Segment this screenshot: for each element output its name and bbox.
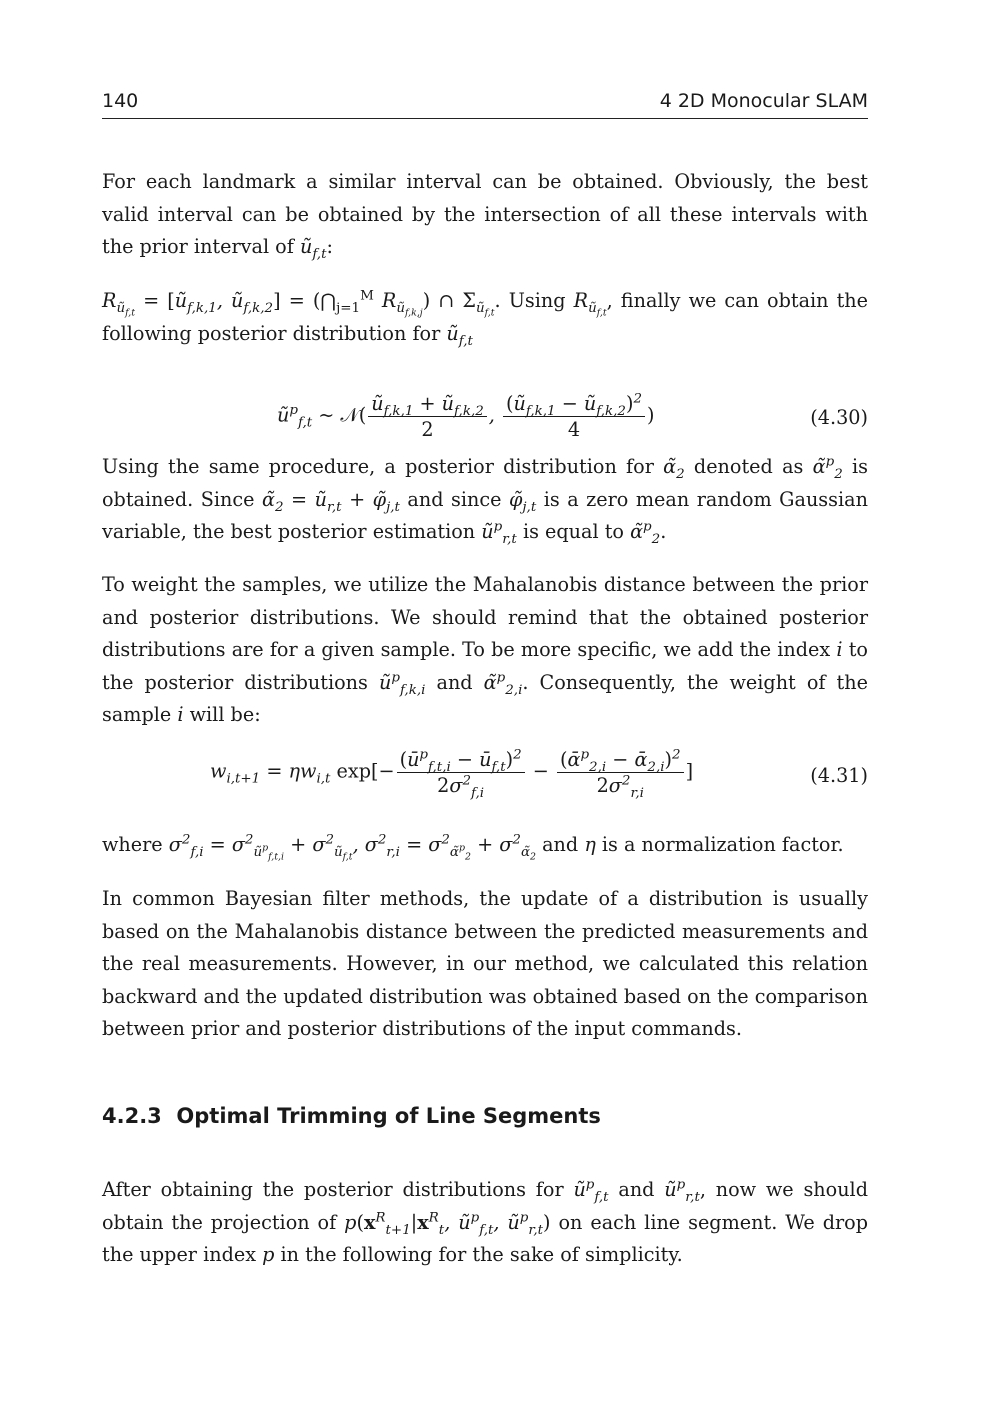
math-projection-density: $p(x^R_{t+1}|x^R_t$, $ũ^p_{f,t}$, $ũ^p_{r,t}$) bbox=[344, 1210, 551, 1238]
para3-t2: denoted as bbox=[693, 455, 804, 478]
math-u-ft-p: $ũ^p_{f,t}$ bbox=[573, 1177, 609, 1205]
para2-finally: , finally we can obtain the following posterior distribution for bbox=[102, 289, 868, 345]
section-number: 4.2.3 bbox=[102, 1104, 162, 1128]
math-eta: η bbox=[584, 833, 596, 856]
para4-t4: . Consequently, the weight of the sample bbox=[102, 670, 868, 727]
math-alpha2-p: α̃$^p_2$ bbox=[812, 454, 843, 482]
page-number: 140 bbox=[102, 90, 139, 112]
para7-t1: After obtaining the posterior distributions for bbox=[102, 1178, 564, 1201]
paragraph-where bbox=[102, 829, 868, 862]
math-phi-jt: $\varphĩ_{j,t}$ bbox=[508, 487, 537, 515]
equation-4-31-body: $w_{i,t+1} = \eta w_{i,t}$ exp[− $\frac{(ū^p_{f,t,i} - ū_{f,t})^2}{2\sigma^2_{f,i}}$ − $\frac{(ᾱ^p_{2,i} - ᾱ_{2,i})^2}{2\sigma^2_{r,i}}$ ] bbox=[210, 747, 694, 801]
para5-t2: and bbox=[542, 833, 579, 856]
math-u-rt-p: $ũ^p_{r,t}$ bbox=[481, 519, 517, 548]
math-alpha-2i-p: α̃$^p_{2,i}$ bbox=[483, 670, 523, 698]
para3-t1: Using the same procedure, a posterior distribution for bbox=[102, 455, 654, 478]
math-alpha2: $\alphã_2$ bbox=[663, 455, 685, 482]
paragraph-projection bbox=[102, 1174, 868, 1272]
para3-t3: is obtained. Since bbox=[102, 455, 868, 511]
equation-4-30 bbox=[102, 392, 868, 448]
para4-t3: and bbox=[436, 670, 473, 694]
para7-t5: in the following for the sake of simplicity. bbox=[280, 1243, 683, 1267]
math-i-2: i bbox=[177, 703, 184, 727]
math-alpha2-p-2: α̃$^p_2$ bbox=[630, 519, 661, 548]
para7-t4: on each line segment. We drop the upper index bbox=[102, 1210, 868, 1267]
math-u-fki-p: $ũ^p_{f,k,i}$ bbox=[378, 670, 426, 698]
running-chapter-title: 4 2D Monocular SLAM bbox=[659, 90, 868, 112]
paragraph-weighting bbox=[102, 569, 868, 732]
para7-t3: , now we should obtain the projection of bbox=[102, 1178, 868, 1234]
paragraph-posterior-alpha: Using the same procedure, a posterior distribution for $\alphã_2$ denoted as α̃$^p_2$ is obtained. Since $\alphã_2$ = $ũ_{r,t}$ + $\varphĩ_{j,t}$ and since $\varphĩ_{j,t}$ is a zero mean random Gaussian variable, the best posterior estimation $ũ^p_{r,t}$ is equal to α̃$^p_2$. bbox=[102, 454, 868, 548]
equation-4-31 bbox=[102, 748, 868, 808]
math-u-rt-p-2: $ũ^p_{r,t}$ bbox=[664, 1177, 700, 1205]
para5-t3: is a normalization factor. bbox=[601, 833, 844, 856]
math-p: p bbox=[262, 1243, 275, 1267]
paragraph-landmark-interval: For each landmark a similar interval can be obtained. Obviously, the best valid interval can be obtained by the intersection of all these intervals with the prior interval of $ũ_{f,t}$: bbox=[102, 170, 868, 263]
para4-t2: to the posterior distributions bbox=[102, 638, 868, 694]
math-r-uft: $R_{ũ_{f,t}}$ bbox=[573, 289, 607, 319]
paragraph-bayesian: In common Bayesian filter methods, the update of a distribution is usually based on the Mahalanobis distance between the predicted measurements and the real measurements. However, in our method, we calculated this relation backward and the updated distribution was obtained based on the comparison between prior and posterior distributions of the input commands. bbox=[102, 887, 868, 1041]
para3-t4: and since bbox=[407, 487, 502, 511]
section-title: Optimal Trimming of Line Segments bbox=[176, 1104, 601, 1128]
paragraph-interval-definition bbox=[102, 285, 868, 350]
equation-number-4-30: (4.30) bbox=[810, 406, 868, 429]
math-u-ft: $ũ_{f,t}$ bbox=[299, 235, 327, 263]
math-i: i bbox=[836, 638, 843, 662]
math-u-ft-2: $ũ_{f,t}$ bbox=[446, 321, 473, 349]
para3-t5: is a zero mean random Gaussian variable, the best posterior estimation bbox=[102, 487, 868, 544]
math-sigma-definitions: $\sigma^2_{f,i} = \sigma^2_{ũ^p_{f,t,i}} + \sigma^2_{ũ_{f,t}}$, $\sigma^2_{r,i} = \sigma^2_{\alphã^p_2} + \sigma^2_{\alphã_2}$ bbox=[168, 832, 536, 863]
section-heading bbox=[102, 1104, 601, 1128]
math-alpha-relation: $\alphã_2$ = $ũ_{r,t}$ + $\varphĩ_{j,t}$ bbox=[261, 487, 400, 515]
para7-t2: and bbox=[618, 1178, 655, 1201]
page-header bbox=[102, 88, 868, 119]
para3-t6: is equal to bbox=[522, 520, 624, 544]
para4-t5: will be: bbox=[189, 703, 261, 727]
para5-t1: where bbox=[102, 833, 163, 856]
math-interval-formula: $R_{ũ_{f,t}}$ = [$ũ_{f,k,1}$, $ũ_{f,k,2}$] = ($⋂_{j=1}^M$ $R_{ũ_{f,k,j}}$) ∩ $\Sigma_{ũ_{f,t}}$. bbox=[102, 288, 501, 319]
para4-t1: To weight the samples, we utilize the Mahalanobis distance between the prior and posterior distributions. We should remind that the obtained posterior distributions are for a given sample. To be more specific, we add the index bbox=[102, 573, 868, 662]
equation-4-30-body: $ũ^p_{f,t}$ ∼ 𝒩( $\frac{ũ_{f,k,1} + ũ_{f,k,2}}{2}$ , $\frac{(ũ_{f,k,1} - ũ_{f,k,2})^2}{4}$ ) bbox=[277, 391, 655, 441]
equation-number-4-31: (4.31) bbox=[810, 764, 868, 787]
para1-text: For each landmark a similar interval can be obtained. Obviously, the best valid interval can be obtained by the intersection of all these intervals with the prior interval of bbox=[102, 170, 868, 259]
para2-using: Using bbox=[508, 289, 566, 312]
